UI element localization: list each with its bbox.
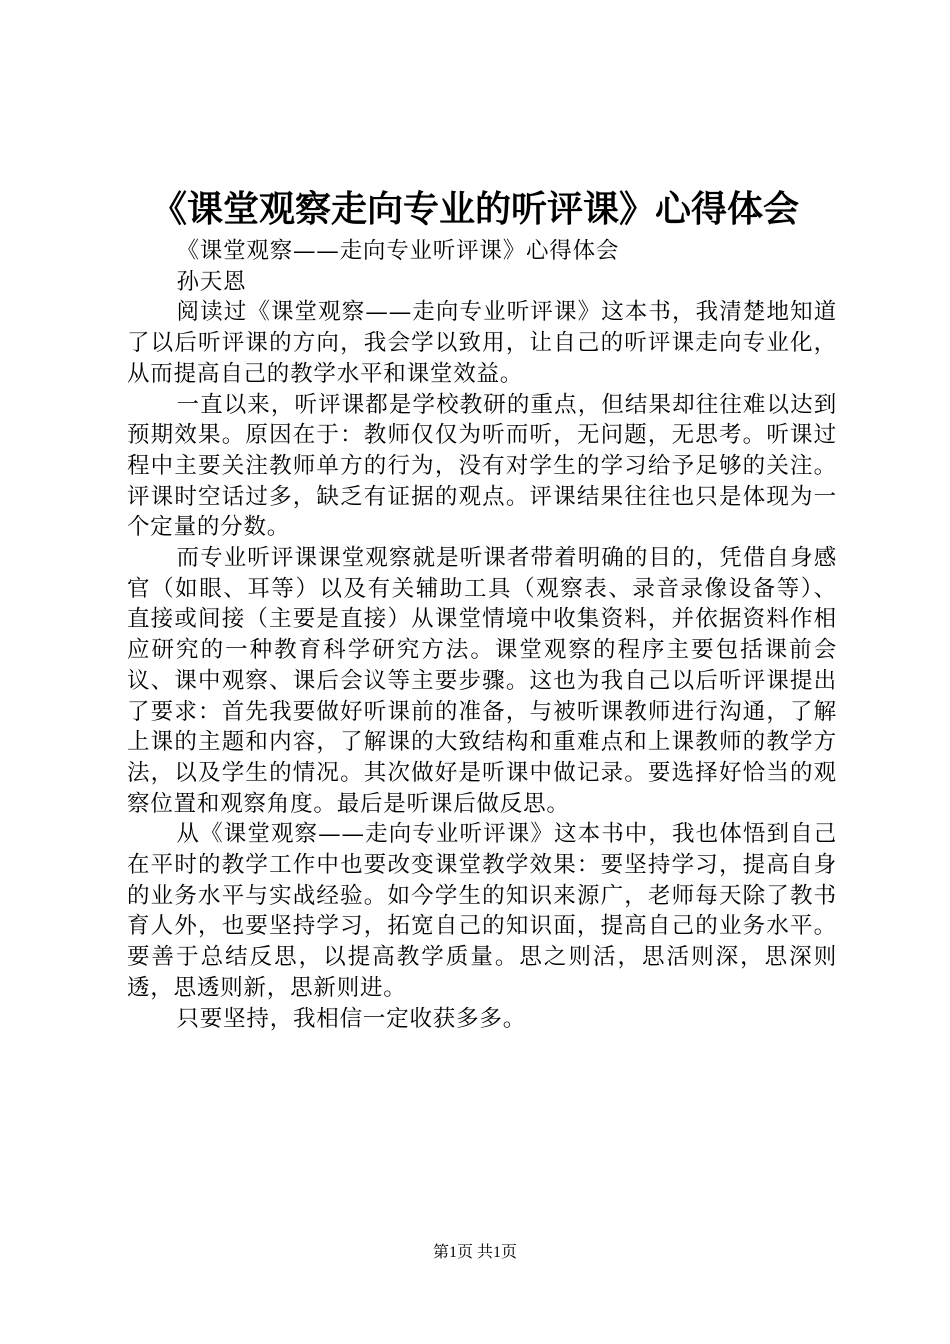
paragraph-4: 从《课堂观察——走向专业听评课》这本书中，我也体悟到自己在平时的教学工作中也要改变课堂教学效果：要坚持学习，提高自身的业务水平与实战经验。如今学生的知识来源广，老师每天除了教书育人外，也要坚持学习，拓宽自己的知识面，提高自己的业务水平。要善于总结反思，以提高教学质量。思之则活，思活则深，思深则透，思透则新，思新则进。	[127, 821, 837, 1001]
author-line: 孙天恩	[176, 268, 247, 295]
page-footer: 第1页 共1页	[432, 1244, 517, 1261]
document-title: 《课堂观察走向专业的听评课》心得体会	[150, 188, 799, 230]
paragraph-1: 阅读过《课堂观察——走向专业听评课》这本书，我清楚地知道了以后听评课的方向，我会学以致用，让自己的听评课走向专业化，从而提高自己的教学水平和课堂效益。	[127, 299, 837, 387]
paragraph-5: 只要坚持，我相信一定收获多多。	[176, 1005, 527, 1032]
document-body	[127, 236, 837, 1034]
paragraph-3: 而专业听评课课堂观察就是听课者带着明确的目的，凭借自身感官（如眼、耳等）以及有关辅助工具（观察表、录音录像设备等）、直接或间接（主要是直接）从课堂情境中收集资料，并依据资料作相应研究的一种教育科学研究方法。课堂观察的程序主要包括课前会议、课中观察、课后会议等主要步骤。这也为我自己以后听评课提出了要求：首先我要做好听课前的准备，与被听课教师进行沟通，了解上课的主题和内容，了解课的大致结构和重难点和上课教师的教学方法，以及学生的情况。其次做好是听课中做记录。要选择好恰当的观察位置和观察角度。最后是听课后做反思。	[127, 545, 837, 817]
paragraph-2: 一直以来，听评课都是学校教研的重点，但结果却往往难以达到预期效果。原因在于：教师仅仅为听而听，无问题，无思考。听课过程中主要关注教师单方的行为，没有对学生的学习给予足够的关注。评课时空话过多，缺乏有证据的观点。评课结果往往也只是体现为一个定量的分数。	[127, 391, 837, 541]
subtitle-line: 《课堂观察——走向专业听评课》心得体会	[176, 238, 620, 264]
